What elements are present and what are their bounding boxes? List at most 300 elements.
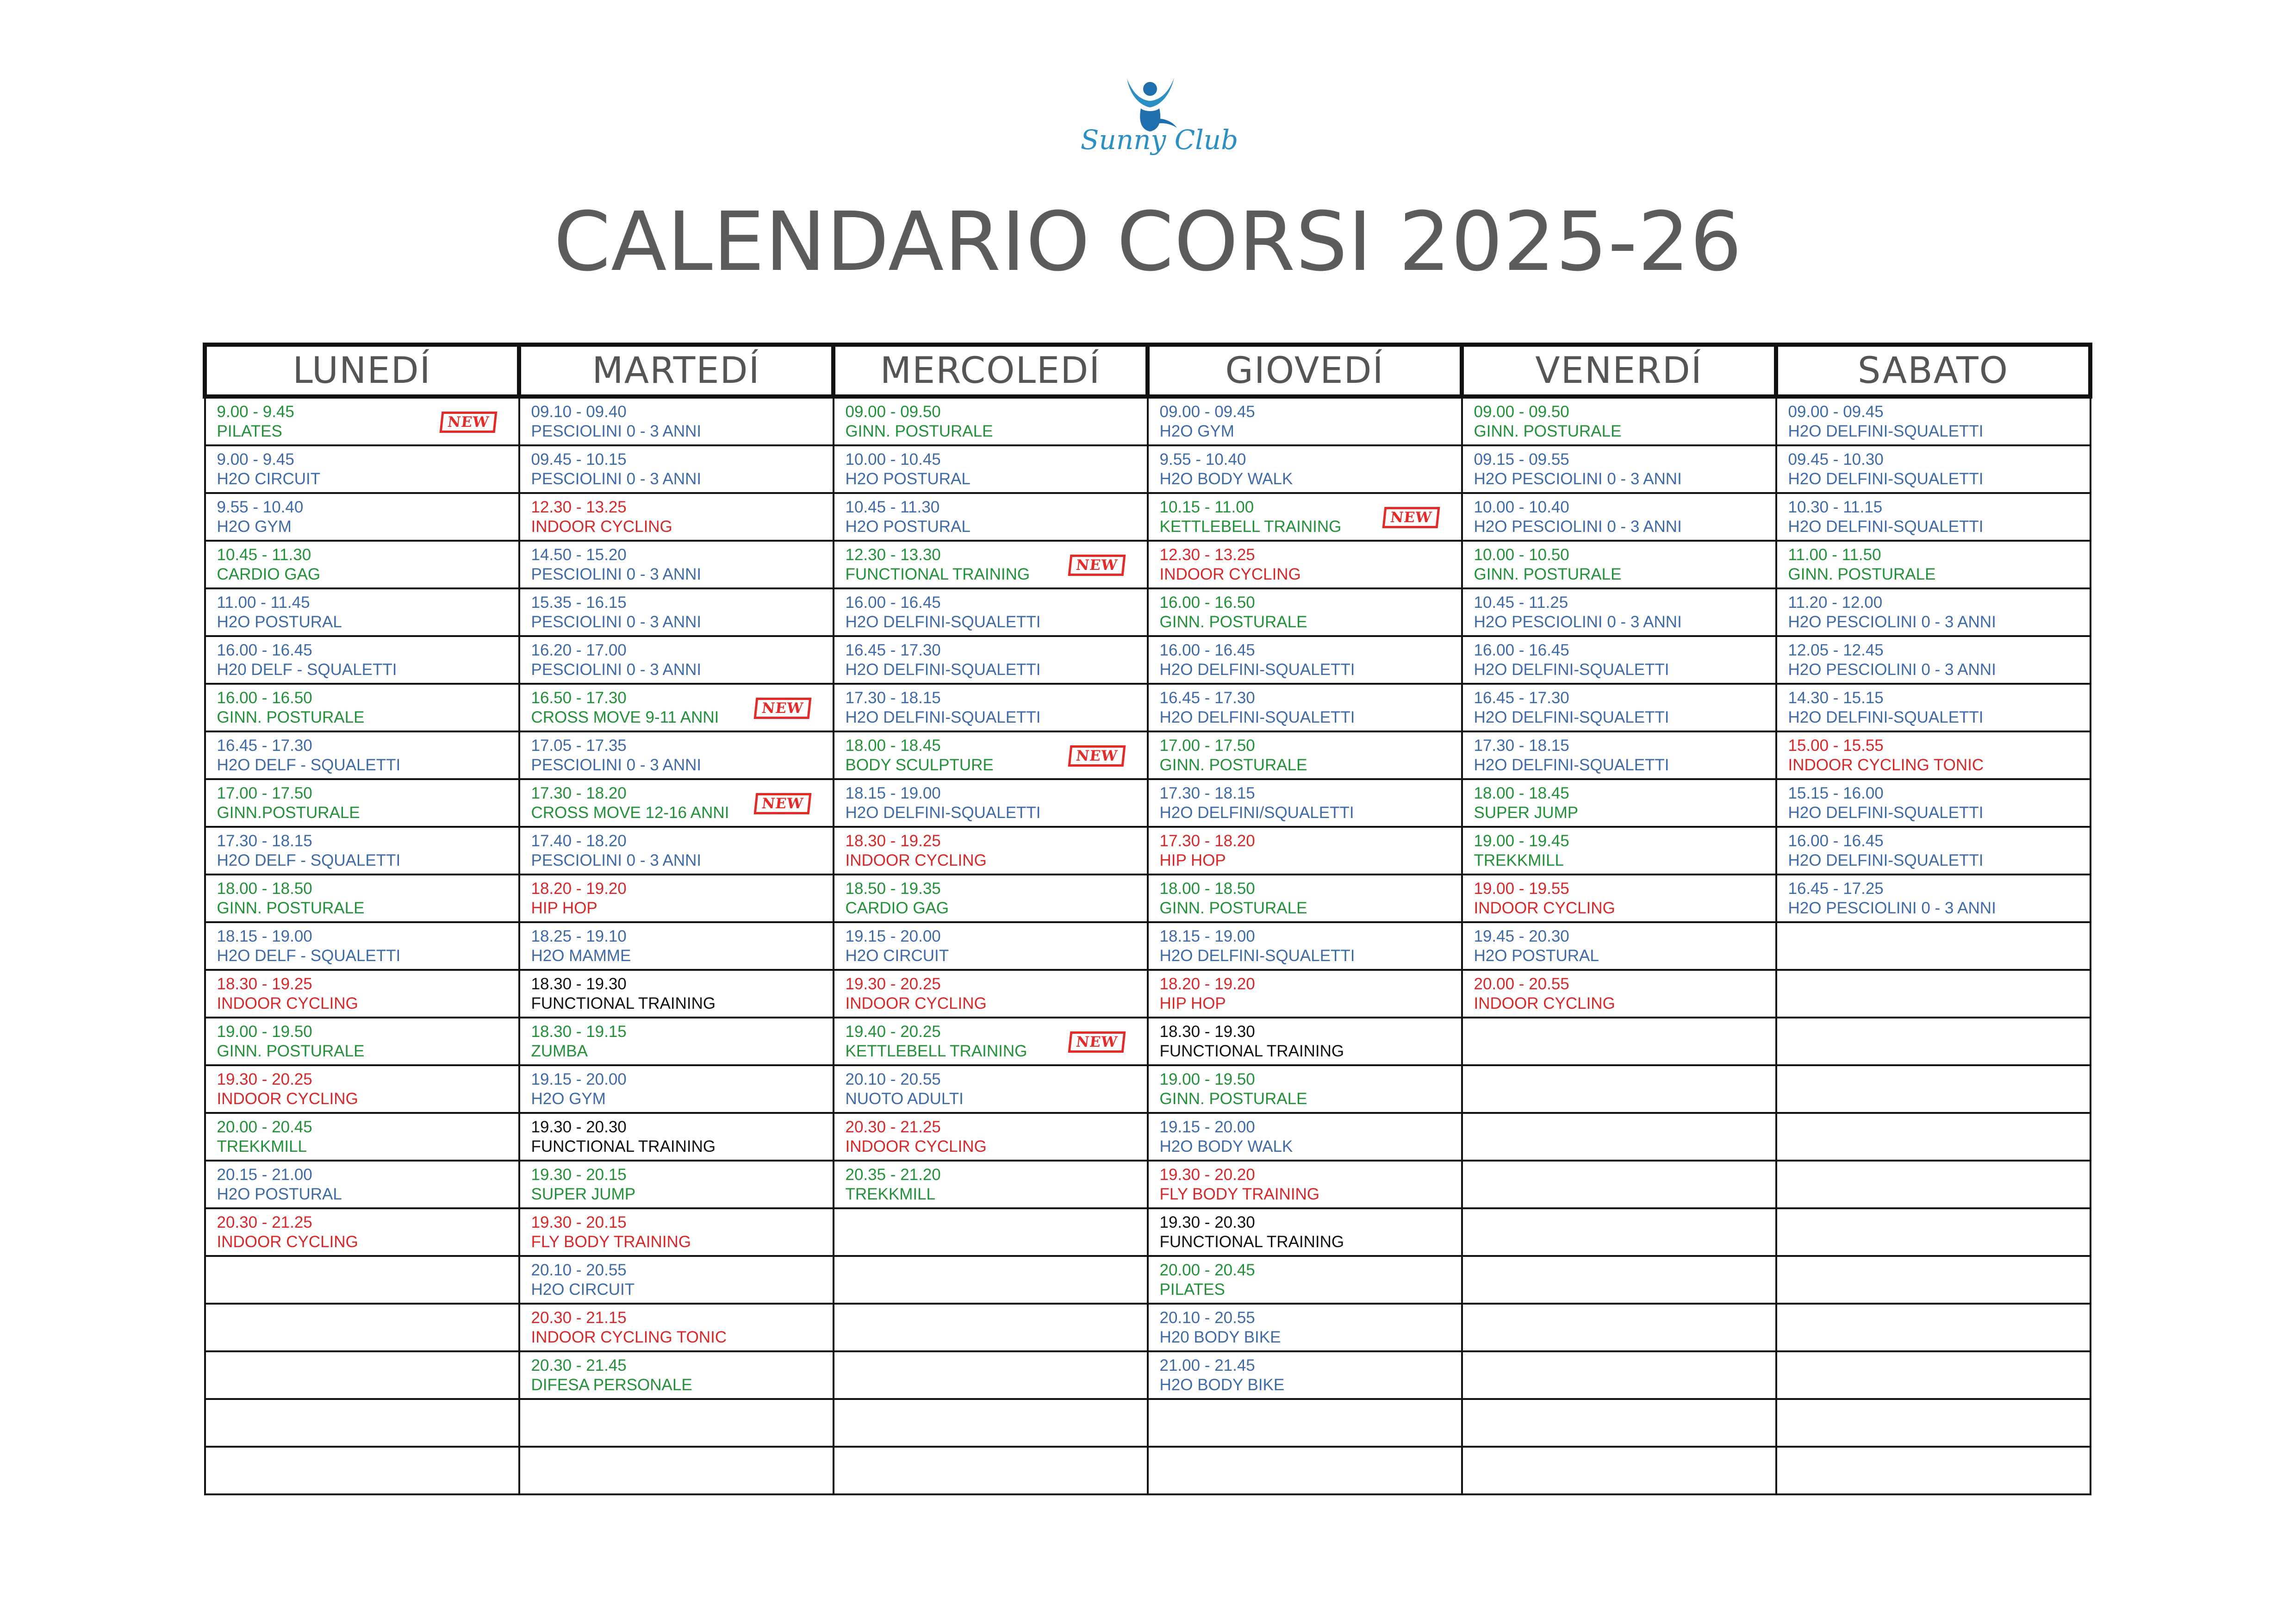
slot-time: 18.15 - 19.00 <box>845 784 941 802</box>
slot-time: 10.00 - 10.40 <box>1474 498 1569 516</box>
slot-time: 09.00 - 09.50 <box>845 402 941 421</box>
schedule-row <box>205 1351 2091 1399</box>
day-header: MARTEDÍ <box>519 345 834 397</box>
course-slot <box>834 636 1148 684</box>
day-header: LUNEDÍ <box>205 345 519 397</box>
course-name: H2O PESCIOLINI 0 - 3 ANNI <box>1788 612 1996 631</box>
course-name: PILATES <box>217 422 282 440</box>
course-name: GINN. POSTURALE <box>1159 756 1307 774</box>
course-name: H2O DELFINI-SQUALETTI <box>1788 708 1984 726</box>
course-slot <box>1148 636 1462 684</box>
course-slot <box>205 541 519 588</box>
course-name: ZUMBA <box>531 1042 588 1060</box>
course-name: H2O DELFINI-SQUALETTI <box>1788 422 1984 440</box>
empty-slot <box>1776 1208 2091 1256</box>
empty-slot <box>1462 1208 1776 1256</box>
slot-time: 09.00 - 09.45 <box>1788 402 1884 421</box>
slot-time: 9.00 - 9.45 <box>217 450 294 468</box>
course-slot <box>1462 445 1776 493</box>
course-name: H2O DELFINI-SQUALETTI <box>1159 708 1355 726</box>
course-name: NUOTO ADULTI <box>845 1089 964 1108</box>
slot-time: 9.55 - 10.40 <box>1159 450 1246 468</box>
course-slot <box>1148 1351 1462 1399</box>
course-name: SUPER JUMP <box>531 1185 636 1203</box>
page-title: CALENDARIO CORSI 2025-26 <box>554 194 1742 289</box>
course-slot <box>1462 588 1776 636</box>
course-slot <box>1776 779 2091 827</box>
course-name: DIFESA PERSONALE <box>531 1375 692 1394</box>
schedule-row <box>205 827 2091 874</box>
slot-time: 9.00 - 9.45 <box>217 402 294 421</box>
course-slot <box>519 1161 834 1208</box>
course-slot <box>1776 684 2091 731</box>
slot-time: 19.00 - 19.50 <box>1159 1070 1255 1088</box>
course-name: H2O CIRCUIT <box>217 469 321 488</box>
new-badge: NEW <box>1382 507 1440 528</box>
course-slot <box>205 970 519 1018</box>
course-name: INDOOR CYCLING <box>845 1137 987 1156</box>
course-name: H2O DELFINI-SQUALETTI <box>845 612 1041 631</box>
course-name: FLY BODY TRAINING <box>531 1232 691 1251</box>
empty-slot <box>519 1447 834 1494</box>
course-slot <box>1148 1304 1462 1351</box>
course-name: H2O POSTURAL <box>217 612 342 631</box>
course-name: H2O DELFINI-SQUALETTI <box>1788 469 1984 488</box>
slot-time: 19.30 - 20.20 <box>1159 1165 1255 1184</box>
slot-time: 16.45 - 17.30 <box>1159 688 1255 707</box>
empty-slot <box>205 1351 519 1399</box>
slot-time: 20.10 - 20.55 <box>531 1261 627 1279</box>
schedule-row <box>205 1256 2091 1304</box>
schedule-row <box>205 1161 2091 1208</box>
course-slot <box>205 1161 519 1208</box>
course-name: PESCIOLINI 0 - 3 ANNI <box>531 612 702 631</box>
course-slot <box>834 827 1148 874</box>
day-header: MERCOLEDÍ <box>834 345 1148 397</box>
course-slot <box>1776 874 2091 922</box>
course-name: H2O DELFINI-SQUALETTI <box>845 660 1041 679</box>
slot-time: 19.15 - 20.00 <box>531 1070 627 1088</box>
course-name: KETTLEBELL TRAINING <box>845 1042 1027 1060</box>
course-slot <box>519 1351 834 1399</box>
course-slot <box>519 1304 834 1351</box>
empty-slot <box>1776 1399 2091 1447</box>
course-slot <box>1148 779 1462 827</box>
slot-time: 19.30 - 20.15 <box>531 1213 627 1231</box>
slot-time: 18.20 - 19.20 <box>531 879 627 898</box>
course-name: H2O GYM <box>1159 422 1234 440</box>
course-slot <box>834 970 1148 1018</box>
new-badge: NEW <box>1068 1031 1126 1053</box>
empty-slot <box>1462 1018 1776 1065</box>
slot-time: 11.20 - 12.00 <box>1788 593 1883 612</box>
slot-time: 09.00 - 09.50 <box>1474 402 1569 421</box>
course-slot <box>1776 397 2091 446</box>
empty-slot <box>1462 1351 1776 1399</box>
schedule-row <box>205 493 2091 541</box>
course-slot <box>519 1065 834 1113</box>
empty-slot <box>1776 1304 2091 1351</box>
course-slot <box>519 1256 834 1304</box>
course-name: PESCIOLINI 0 - 3 ANNI <box>531 469 702 488</box>
logo-figure-icon <box>1127 78 1177 131</box>
slot-time: 18.50 - 19.35 <box>845 879 941 898</box>
slot-time: 16.00 - 16.45 <box>1159 641 1255 659</box>
slot-time: 18.15 - 19.00 <box>217 927 312 945</box>
course-name: INDOOR CYCLING <box>217 994 358 1012</box>
course-slot <box>205 1113 519 1161</box>
course-name: GINN. POSTURALE <box>1159 899 1307 917</box>
slot-time: 19.15 - 20.00 <box>1159 1118 1255 1136</box>
slot-time: 16.00 - 16.45 <box>845 593 941 612</box>
slot-time: 10.45 - 11.25 <box>1474 593 1568 612</box>
slot-time: 19.30 - 20.25 <box>217 1070 312 1088</box>
course-name: BODY SCULPTURE <box>845 756 994 774</box>
course-name: HIP HOP <box>1159 994 1226 1012</box>
course-slot <box>1462 922 1776 970</box>
course-name: GINN. POSTURALE <box>1159 1089 1307 1108</box>
empty-slot <box>1776 1161 2091 1208</box>
course-name: HIP HOP <box>531 899 597 917</box>
schedule-body <box>205 397 2091 1495</box>
course-slot <box>205 827 519 874</box>
slot-time: 14.30 - 15.15 <box>1788 688 1884 707</box>
slot-time: 17.05 - 17.35 <box>531 736 627 755</box>
course-slot <box>1148 970 1462 1018</box>
empty-slot <box>1462 1161 1776 1208</box>
empty-slot <box>1776 1256 2091 1304</box>
course-slot <box>1462 874 1776 922</box>
course-name: H2O DELF - SQUALETTI <box>217 851 401 869</box>
course-name: H2O DELFINI-SQUALETTI <box>1159 660 1355 679</box>
course-name: FUNCTIONAL TRAINING <box>1159 1232 1344 1251</box>
slot-time: 17.40 - 18.20 <box>531 831 627 850</box>
course-slot <box>1148 684 1462 731</box>
course-slot <box>205 397 519 446</box>
course-slot <box>1148 1113 1462 1161</box>
slot-time: 16.00 - 16.45 <box>217 641 312 659</box>
course-slot <box>519 541 834 588</box>
slot-time: 10.30 - 11.15 <box>1788 498 1883 516</box>
slot-time: 19.00 - 19.55 <box>1474 879 1569 898</box>
course-name: GINN. POSTURALE <box>217 708 365 726</box>
course-slot <box>1776 636 2091 684</box>
schedule-row <box>205 1113 2091 1161</box>
course-name: H20 BODY BIKE <box>1159 1328 1281 1346</box>
slot-time: 16.20 - 17.00 <box>531 641 627 659</box>
slot-time: 12.05 - 12.45 <box>1788 641 1884 659</box>
course-name: H2O PESCIOLINI 0 - 3 ANNI <box>1474 517 1682 536</box>
course-name: KETTLEBELL TRAINING <box>1159 517 1342 536</box>
course-slot <box>1148 1065 1462 1113</box>
slot-time: 17.30 - 18.15 <box>1474 736 1569 755</box>
course-slot <box>834 1018 1148 1065</box>
slot-time: 19.15 - 20.00 <box>845 927 941 945</box>
course-name: FUNCTIONAL TRAINING <box>845 565 1030 583</box>
course-slot <box>205 874 519 922</box>
course-name: H2O DELF - SQUALETTI <box>217 756 401 774</box>
course-name: H2O DELFINI-SQUALETTI <box>1788 851 1984 869</box>
course-name: H2O PESCIOLINI 0 - 3 ANNI <box>1788 899 1996 917</box>
course-schedule-table <box>203 343 2092 1495</box>
slot-time: 17.00 - 17.50 <box>1159 736 1255 755</box>
course-slot <box>519 827 834 874</box>
course-name: PILATES <box>1159 1280 1225 1299</box>
empty-slot <box>834 1208 1148 1256</box>
course-name: PESCIOLINI 0 - 3 ANNI <box>531 565 702 583</box>
slot-time: 20.15 - 21.00 <box>217 1165 312 1184</box>
schedule-row <box>205 970 2091 1018</box>
empty-slot <box>834 1256 1148 1304</box>
course-name: GINN. POSTURALE <box>217 1042 365 1060</box>
course-slot <box>834 684 1148 731</box>
course-slot <box>519 1208 834 1256</box>
slot-time: 20.30 - 21.45 <box>531 1356 627 1374</box>
course-slot <box>1148 874 1462 922</box>
new-badge: NEW <box>439 412 497 433</box>
course-name: INDOOR CYCLING <box>845 851 987 869</box>
course-slot <box>834 779 1148 827</box>
slot-time: 20.35 - 21.20 <box>845 1165 941 1184</box>
slot-time: 20.00 - 20.45 <box>1159 1261 1255 1279</box>
course-name: CARDIO GAG <box>217 565 321 583</box>
slot-time: 16.50 - 17.30 <box>531 688 627 707</box>
slot-time: 20.10 - 20.55 <box>845 1070 941 1088</box>
schedule-row <box>205 397 2091 446</box>
course-slot <box>834 1161 1148 1208</box>
schedule-row <box>205 1304 2091 1351</box>
schedule-row <box>205 779 2091 827</box>
empty-slot <box>205 1447 519 1494</box>
empty-slot <box>1776 922 2091 970</box>
course-slot <box>519 493 834 541</box>
slot-time: 18.00 - 18.50 <box>217 879 312 898</box>
course-slot <box>1148 1161 1462 1208</box>
course-slot <box>205 1018 519 1065</box>
course-slot <box>834 493 1148 541</box>
empty-slot <box>1148 1447 1462 1494</box>
logo-text: Sunny Club <box>1080 124 1238 156</box>
course-name: H2O DELFINI-SQUALETTI <box>1159 946 1355 965</box>
course-slot <box>1776 541 2091 588</box>
slot-time: 19.30 - 20.15 <box>531 1165 627 1184</box>
course-name: PESCIOLINI 0 - 3 ANNI <box>531 756 702 774</box>
schedule-row <box>205 541 2091 588</box>
course-name: H2O POSTURAL <box>845 469 971 488</box>
slot-time: 18.00 - 18.45 <box>845 736 941 755</box>
slot-time: 20.30 - 21.25 <box>217 1213 312 1231</box>
slot-time: 18.00 - 18.45 <box>1474 784 1569 802</box>
schedule-row <box>205 1447 2091 1494</box>
course-name: H2O PESCIOLINI 0 - 3 ANNI <box>1474 612 1682 631</box>
course-slot <box>1462 779 1776 827</box>
slot-time: 11.00 - 11.50 <box>1788 545 1881 564</box>
course-name: GINN. POSTURALE <box>1474 422 1622 440</box>
slot-time: 16.00 - 16.45 <box>1474 641 1569 659</box>
course-slot <box>205 1208 519 1256</box>
slot-time: 09.15 - 09.55 <box>1474 450 1569 468</box>
slot-time: 20.00 - 20.45 <box>217 1118 312 1136</box>
empty-slot <box>1462 1256 1776 1304</box>
slot-time: 15.15 - 16.00 <box>1788 784 1884 802</box>
course-name: PESCIOLINI 0 - 3 ANNI <box>531 422 702 440</box>
course-name: GINN. POSTURALE <box>217 899 365 917</box>
slot-time: 16.00 - 16.50 <box>217 688 312 707</box>
new-badge: NEW <box>1068 745 1126 767</box>
course-slot <box>519 779 834 827</box>
course-slot <box>205 493 519 541</box>
course-name: CROSS MOVE 9-11 ANNI <box>531 708 719 726</box>
empty-slot <box>1776 1065 2091 1113</box>
course-slot <box>1148 1256 1462 1304</box>
course-slot <box>834 731 1148 779</box>
new-badge: NEW <box>753 698 811 719</box>
course-slot <box>519 684 834 731</box>
course-name: H2O DELFINI-SQUALETTI <box>1474 660 1669 679</box>
course-name: H2O DELFINI-SQUALETTI <box>1788 803 1984 822</box>
slot-time: 18.30 - 19.30 <box>1159 1022 1255 1041</box>
course-name: INDOOR CYCLING <box>531 517 672 536</box>
course-slot <box>519 1113 834 1161</box>
empty-slot <box>205 1399 519 1447</box>
course-name: INDOOR CYCLING TONIC <box>1788 756 1984 774</box>
course-slot <box>1776 731 2091 779</box>
slot-time: 15.00 - 15.55 <box>1788 736 1884 755</box>
slot-time: 18.00 - 18.50 <box>1159 879 1255 898</box>
slot-time: 10.45 - 11.30 <box>217 545 311 564</box>
course-name: CROSS MOVE 12-16 ANNI <box>531 803 729 822</box>
course-name: GINN. POSTURALE <box>1159 612 1307 631</box>
empty-slot <box>834 1447 1148 1494</box>
course-slot <box>1462 684 1776 731</box>
slot-time: 16.00 - 16.50 <box>1159 593 1255 612</box>
course-name: HIP HOP <box>1159 851 1226 869</box>
empty-slot <box>834 1304 1148 1351</box>
slot-time: 12.30 - 13.25 <box>1159 545 1255 564</box>
new-badge: NEW <box>753 793 811 814</box>
slot-time: 18.30 - 19.15 <box>531 1022 627 1041</box>
empty-slot <box>205 1304 519 1351</box>
course-name: INDOOR CYCLING <box>1474 899 1615 917</box>
slot-time: 19.40 - 20.25 <box>845 1022 941 1041</box>
schedule-row <box>205 1208 2091 1256</box>
empty-slot <box>834 1351 1148 1399</box>
course-slot <box>519 922 834 970</box>
course-name: H2O PESCIOLINI 0 - 3 ANNI <box>1788 660 1996 679</box>
course-slot <box>1776 827 2091 874</box>
slot-time: 16.45 - 17.25 <box>1788 879 1884 898</box>
slot-time: 10.00 - 10.50 <box>1474 545 1569 564</box>
slot-time: 17.30 - 18.20 <box>531 784 627 802</box>
course-slot <box>1148 827 1462 874</box>
schedule-row <box>205 922 2091 970</box>
course-slot <box>205 731 519 779</box>
empty-slot <box>1462 1447 1776 1494</box>
empty-slot <box>1148 1399 1462 1447</box>
empty-slot <box>1462 1399 1776 1447</box>
slot-time: 20.10 - 20.55 <box>1159 1308 1255 1327</box>
sunny-club-logo <box>1071 69 1247 162</box>
course-slot <box>834 1113 1148 1161</box>
schedule-row <box>205 874 2091 922</box>
empty-slot <box>205 1256 519 1304</box>
slot-time: 10.00 - 10.45 <box>845 450 941 468</box>
schedule-row <box>205 445 2091 493</box>
course-name: FUNCTIONAL TRAINING <box>531 994 716 1012</box>
course-slot <box>1462 827 1776 874</box>
slot-time: 17.00 - 17.50 <box>217 784 312 802</box>
course-slot <box>205 445 519 493</box>
slot-time: 17.30 - 18.15 <box>845 688 941 707</box>
course-slot <box>1462 541 1776 588</box>
schedule-row <box>205 731 2091 779</box>
schedule-row <box>205 636 2091 684</box>
course-name: INDOOR CYCLING <box>845 994 987 1012</box>
course-slot <box>1462 970 1776 1018</box>
course-slot <box>1462 731 1776 779</box>
course-slot <box>1462 397 1776 446</box>
slot-time: 18.30 - 19.25 <box>845 831 941 850</box>
slot-time: 18.25 - 19.10 <box>531 927 627 945</box>
course-slot <box>205 684 519 731</box>
course-name: GINN. POSTURALE <box>845 422 993 440</box>
course-slot <box>834 874 1148 922</box>
slot-time: 15.35 - 16.15 <box>531 593 627 612</box>
course-name: H2O POSTURAL <box>217 1185 342 1203</box>
course-name: H2O DELFINI-SQUALETTI <box>1474 708 1669 726</box>
slot-time: 17.30 - 18.20 <box>1159 831 1255 850</box>
slot-time: 09.45 - 10.30 <box>1788 450 1884 468</box>
slot-time: 21.00 - 21.45 <box>1159 1356 1255 1374</box>
empty-slot <box>1776 1447 2091 1494</box>
course-slot <box>519 636 834 684</box>
course-slot <box>1148 397 1462 446</box>
course-slot <box>519 588 834 636</box>
slot-time: 17.30 - 18.15 <box>1159 784 1255 802</box>
course-slot <box>205 1065 519 1113</box>
slot-time: 09.10 - 09.40 <box>531 402 627 421</box>
empty-slot <box>1462 1113 1776 1161</box>
course-name: H2O CIRCUIT <box>531 1280 635 1299</box>
course-name: GINN. POSTURALE <box>1474 565 1622 583</box>
empty-slot <box>519 1399 834 1447</box>
day-header: SABATO <box>1776 345 2091 397</box>
slot-time: 12.30 - 13.30 <box>845 545 941 564</box>
empty-slot <box>1462 1065 1776 1113</box>
new-badge: NEW <box>1068 555 1126 576</box>
course-slot <box>1148 1018 1462 1065</box>
course-name: GINN. POSTURALE <box>1788 565 1936 583</box>
course-name: SUPER JUMP <box>1474 803 1579 822</box>
course-name: H2O MAMME <box>531 946 631 965</box>
day-header: GIOVEDÍ <box>1148 345 1462 397</box>
course-slot <box>1462 636 1776 684</box>
slot-time: 19.45 - 20.30 <box>1474 927 1569 945</box>
slot-time: 20.30 - 21.25 <box>845 1118 941 1136</box>
course-slot <box>1462 493 1776 541</box>
course-name: INDOOR CYCLING <box>1159 565 1301 583</box>
course-name: FUNCTIONAL TRAINING <box>1159 1042 1344 1060</box>
course-name: TREKKMILL <box>217 1137 307 1156</box>
course-name: H2O DELFINI-SQUALETTI <box>845 708 1041 726</box>
empty-slot <box>834 1399 1148 1447</box>
course-name: GINN.POSTURALE <box>217 803 360 822</box>
course-name: H2O BODY WALK <box>1159 1137 1293 1156</box>
slot-time: 16.00 - 16.45 <box>1788 831 1884 850</box>
slot-time: 19.30 - 20.25 <box>845 974 941 993</box>
course-slot <box>205 588 519 636</box>
slot-time: 9.55 - 10.40 <box>217 498 304 516</box>
